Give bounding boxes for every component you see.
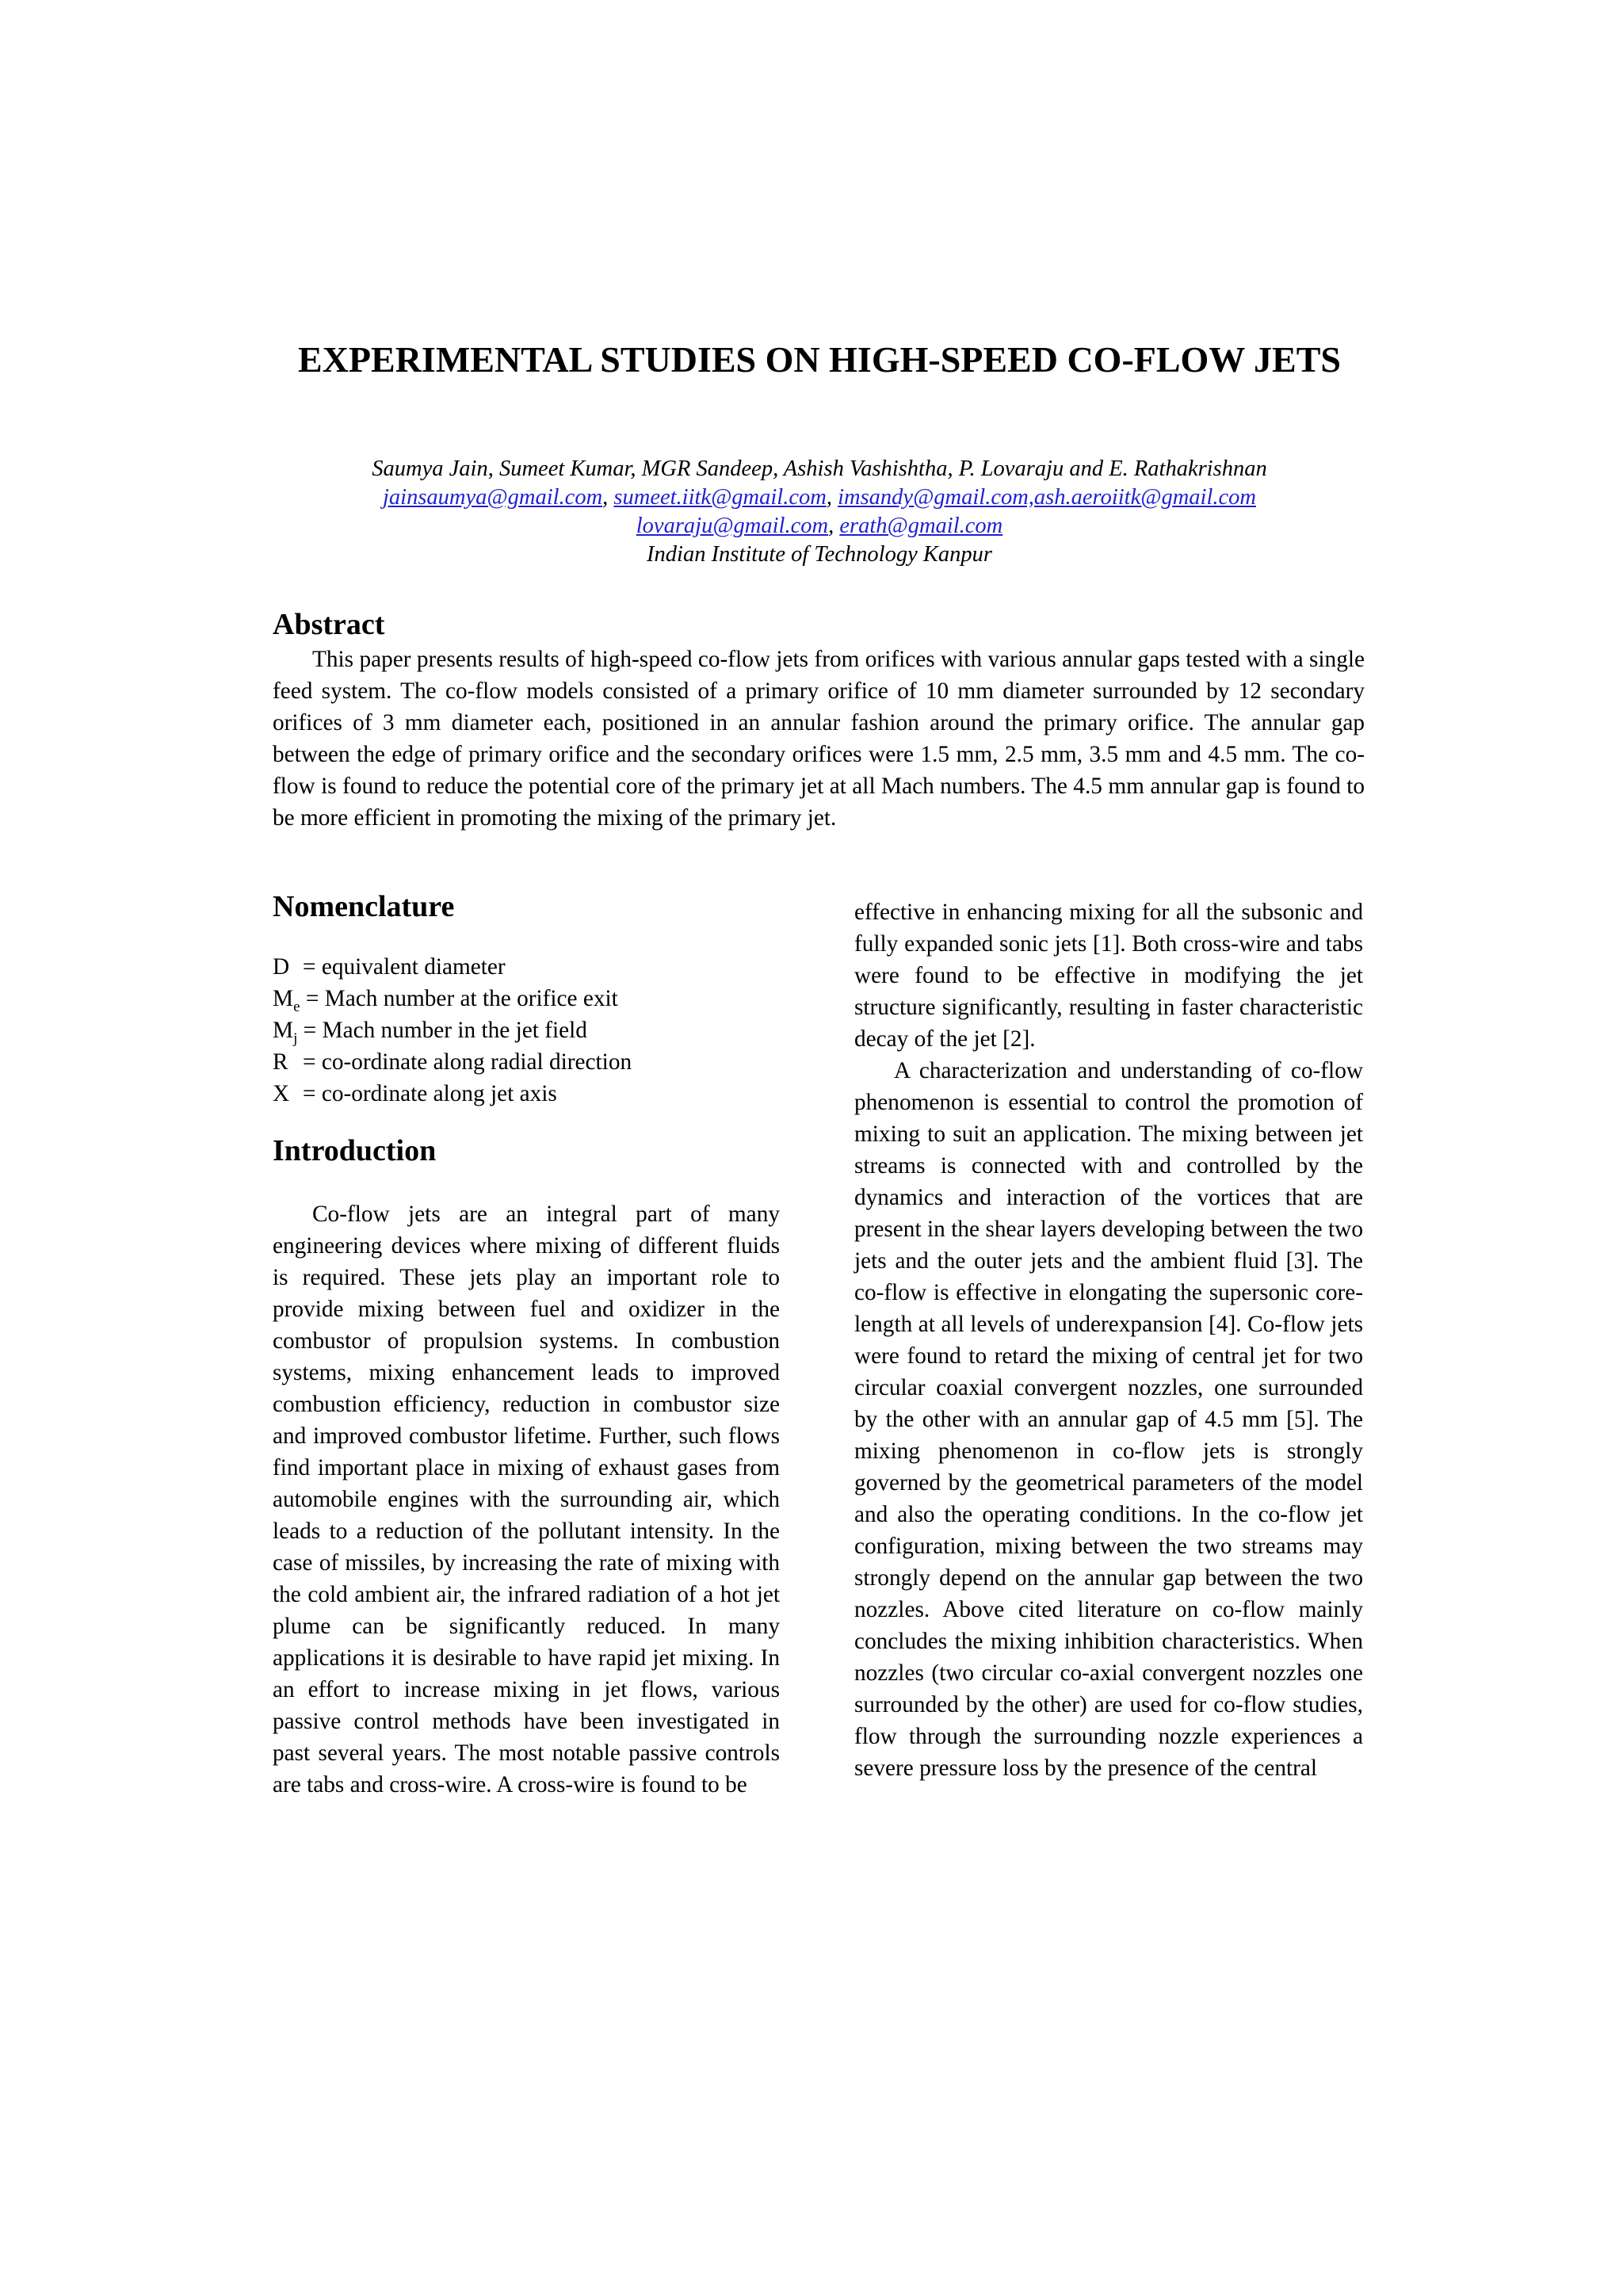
nomenclature-item <box>273 1078 780 1110</box>
email-line-2 <box>273 512 1366 541</box>
author-block <box>273 455 1366 569</box>
nomenclature-symbol: D <box>273 954 290 980</box>
abstract-text: This paper presents results of high-speed co-flow jets from orifices with various annular gaps tested with a single feed system. The co-flow models consisted of a primary orifice of 10 mm diameter surrounded by 12 secondary orifices of 3 mm diameter each, positioned in an annular fashion around the primary orifice. The annular gap between the edge of primary orifice and the secondary orifices were 1.5 mm, 2.5 mm, 3.5 mm and 4.5 mm. The co-flow is found to reduce the potential core of the primary jet at all Mach numbers. The 4.5 mm annular gap is found to be more efficient in promoting the mixing of the primary jet. <box>273 647 1365 831</box>
nomenclature-definition: = Mach number at the orifice exit <box>305 986 618 1011</box>
nomenclature-item <box>273 951 780 983</box>
abstract-heading: Abstract <box>273 608 385 641</box>
nomenclature-definition: = co-ordinate along jet axis <box>303 1081 557 1106</box>
nomenclature-list <box>273 951 780 1110</box>
email-link-imsandy-ash[interactable]: imsandy@gmail.com,ash.aeroiitk@gmail.com <box>838 485 1256 510</box>
introduction-paragraph-1: Co-flow jets are an integral part of many engineering devices where mixing of different fluids is required. These jets play an important role to provide mixing between fuel and oxidizer in the combustor of propulsion systems. In combustion systems, mixing enhancement leads to improved combustion efficiency, reduction in combustor size and improved combustor lifetime. Further, such flows find important place in mixing of exhaust gases from automobile engines with the surrounding air, which leads to a reduction of the pollutant intensity. In the case of missiles, by increasing the rate of mixing with the cold ambient air, the infrared radiation of a hot jet plume can be significantly reduced. In many applications it is desirable to have rapid jet mixing. In an effort to increase mixing in jet flows, various passive control methods have been investigated in past several years. The most notable passive controls are tabs and cross-wire. A cross-wire is found to be <box>273 1201 780 1797</box>
email-link-lovaraju[interactable]: lovaraju@gmail.com <box>636 514 829 538</box>
introduction-paragraph-continued: effective in enhancing mixing for all the subsonic and fully expanded sonic jets [1]. Both cross-wire and tabs were found to be effective in modifying the jet structure significantly, resulting in faster characteristic decay of the jet [2]. <box>854 900 1363 1052</box>
email-line-1 <box>273 483 1366 512</box>
nomenclature-item <box>273 1046 780 1078</box>
introduction-heading: Introduction <box>273 1134 437 1167</box>
nomenclature-item <box>273 983 780 1014</box>
email-link-erath[interactable]: erath@gmail.com <box>839 514 1003 538</box>
email-separator: , <box>828 514 834 538</box>
affiliation: Indian Institute of Technology Kanpur <box>647 542 992 567</box>
paper-title: EXPERIMENTAL STUDIES ON HIGH-SPEED CO-FLOW JETS <box>298 339 1341 380</box>
nomenclature-symbol: $M_j$ <box>273 1018 298 1047</box>
left-column <box>273 888 780 1801</box>
author-list: Saumya Jain, Sumeet Kumar, MGR Sandeep, Ashish Vashishtha, P. Lovaraju and E. Rathakrishnan <box>372 457 1267 481</box>
email-separator: , <box>826 485 832 510</box>
nomenclature-definition: = equivalent diameter <box>303 954 506 980</box>
introduction-paragraph-2: A characterization and understanding of co-flow phenomenon is essential to control the promotion of mixing to suit an application. The mixing between jet streams is connected with and controlled by the dynamics and interaction of the vortices that are present in the shear layers developing between the two jets and the outer jets and the ambient fluid [3]. The co-flow is effective in elongating the supersonic core-length at all levels of underexpansion [4]. Co-flow jets were found to retard the mixing of central jet for two circular coaxial convergent nozzles, one surrounded by the other with an annular gap of 4.5 mm [5]. The mixing phenomenon in co-flow jets is strongly governed by the geometrical parameters of the model and also the operating conditions. In the co-flow jet configuration, mixing between the two streams may strongly depend on the annular gap between the two nozzles. Above cited literature on co-flow mainly concludes the mixing inhibition characteristics. When nozzles (two circular co-axial convergent nozzles one surrounded by the other) are used for co-flow studies, flow through the surrounding nozzle experiences a severe pressure loss by the presence of the central <box>854 1058 1363 1781</box>
nomenclature-item <box>273 1014 780 1046</box>
right-column <box>854 896 1363 1784</box>
nomenclature-definition: = Mach number in the jet field <box>303 1018 587 1043</box>
nomenclature-heading: Nomenclature <box>273 890 455 923</box>
nomenclature-symbol: $M_e$ <box>273 986 300 1015</box>
email-link-jainsaumya[interactable]: jainsaumya@gmail.com <box>383 485 603 510</box>
nomenclature-symbol: X <box>273 1081 290 1106</box>
nomenclature-symbol: R <box>273 1049 288 1075</box>
email-separator: , <box>602 485 609 510</box>
nomenclature-definition: = co-ordinate along radial direction <box>303 1049 632 1075</box>
email-link-sumeet[interactable]: sumeet.iitk@gmail.com <box>613 485 827 510</box>
